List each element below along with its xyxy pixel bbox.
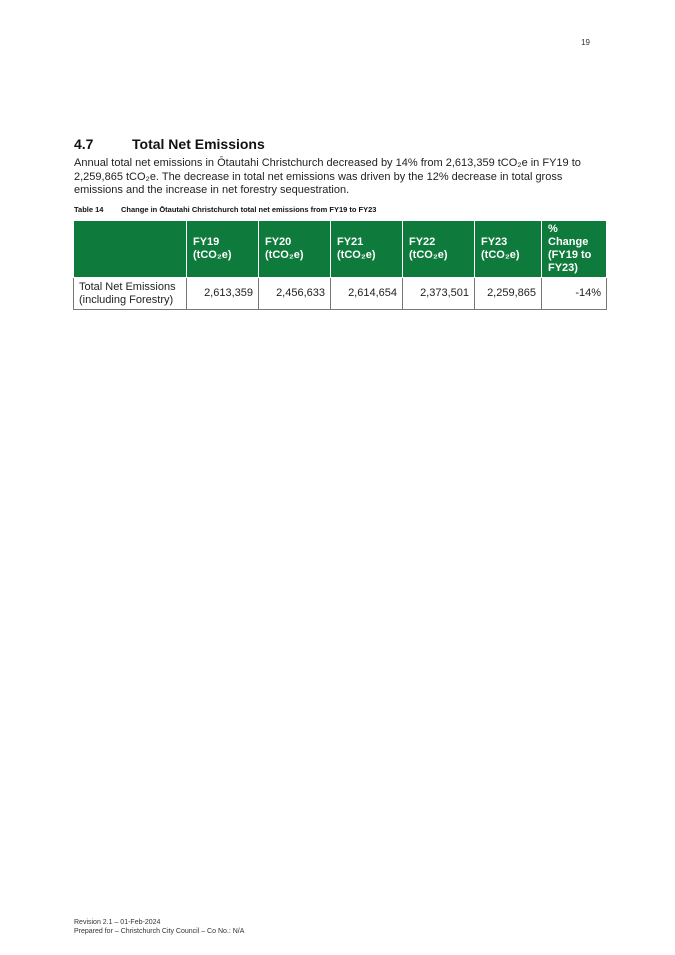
page-number: 19: [581, 38, 590, 47]
section-number: 4.7: [74, 136, 94, 152]
row-label: Total Net Emissions (including Forestry): [74, 278, 187, 310]
body-paragraph: Annual total net emissions in Ōtautahi Christchurch decreased by 14% from 2,613,359 tCO₂e in FY19 to 2,259,865 tCO₂e. The decrease in total net emissions was driven by the 12% decrease in total gross emissions and the increase in net forestry sequestration.: [74, 157, 581, 196]
header-cell-fy19: FY19 (tCO₂e): [187, 221, 259, 278]
cell-fy20: 2,456,633: [259, 278, 331, 310]
cell-change: -14%: [542, 278, 607, 310]
header-cell-fy22: FY22 (tCO₂e): [403, 221, 475, 278]
table-caption: [74, 205, 376, 214]
footer-revision: Revision 2.1 – 01-Feb-2024: [74, 919, 161, 926]
section-heading: [74, 136, 265, 152]
section-title: Total Net Emissions: [132, 136, 265, 152]
header-cell-change: % Change (FY19 to FY23): [542, 221, 607, 278]
cell-fy22: 2,373,501: [403, 278, 475, 310]
header-cell-fy23: FY23 (tCO₂e): [475, 221, 542, 278]
cell-fy21: 2,614,654: [331, 278, 403, 310]
footer-prepared-for: Prepared for – Christchurch City Council – Co No.: N/A: [74, 928, 245, 935]
table-caption-label: Table 14: [74, 205, 104, 214]
table-header-row: [74, 221, 607, 278]
header-cell-fy21: FY21 (tCO₂e): [331, 221, 403, 278]
cell-fy23: 2,259,865: [475, 278, 542, 310]
page-footer: [74, 918, 244, 936]
table-row: [74, 278, 607, 310]
table-caption-text: Change in Ōtautahi Christchurch total net emissions from FY19 to FY23: [121, 205, 377, 214]
header-cell-fy20: FY20 (tCO₂e): [259, 221, 331, 278]
cell-fy19: 2,613,359: [187, 278, 259, 310]
header-cell-empty: [74, 221, 187, 278]
emissions-table: [73, 220, 607, 310]
